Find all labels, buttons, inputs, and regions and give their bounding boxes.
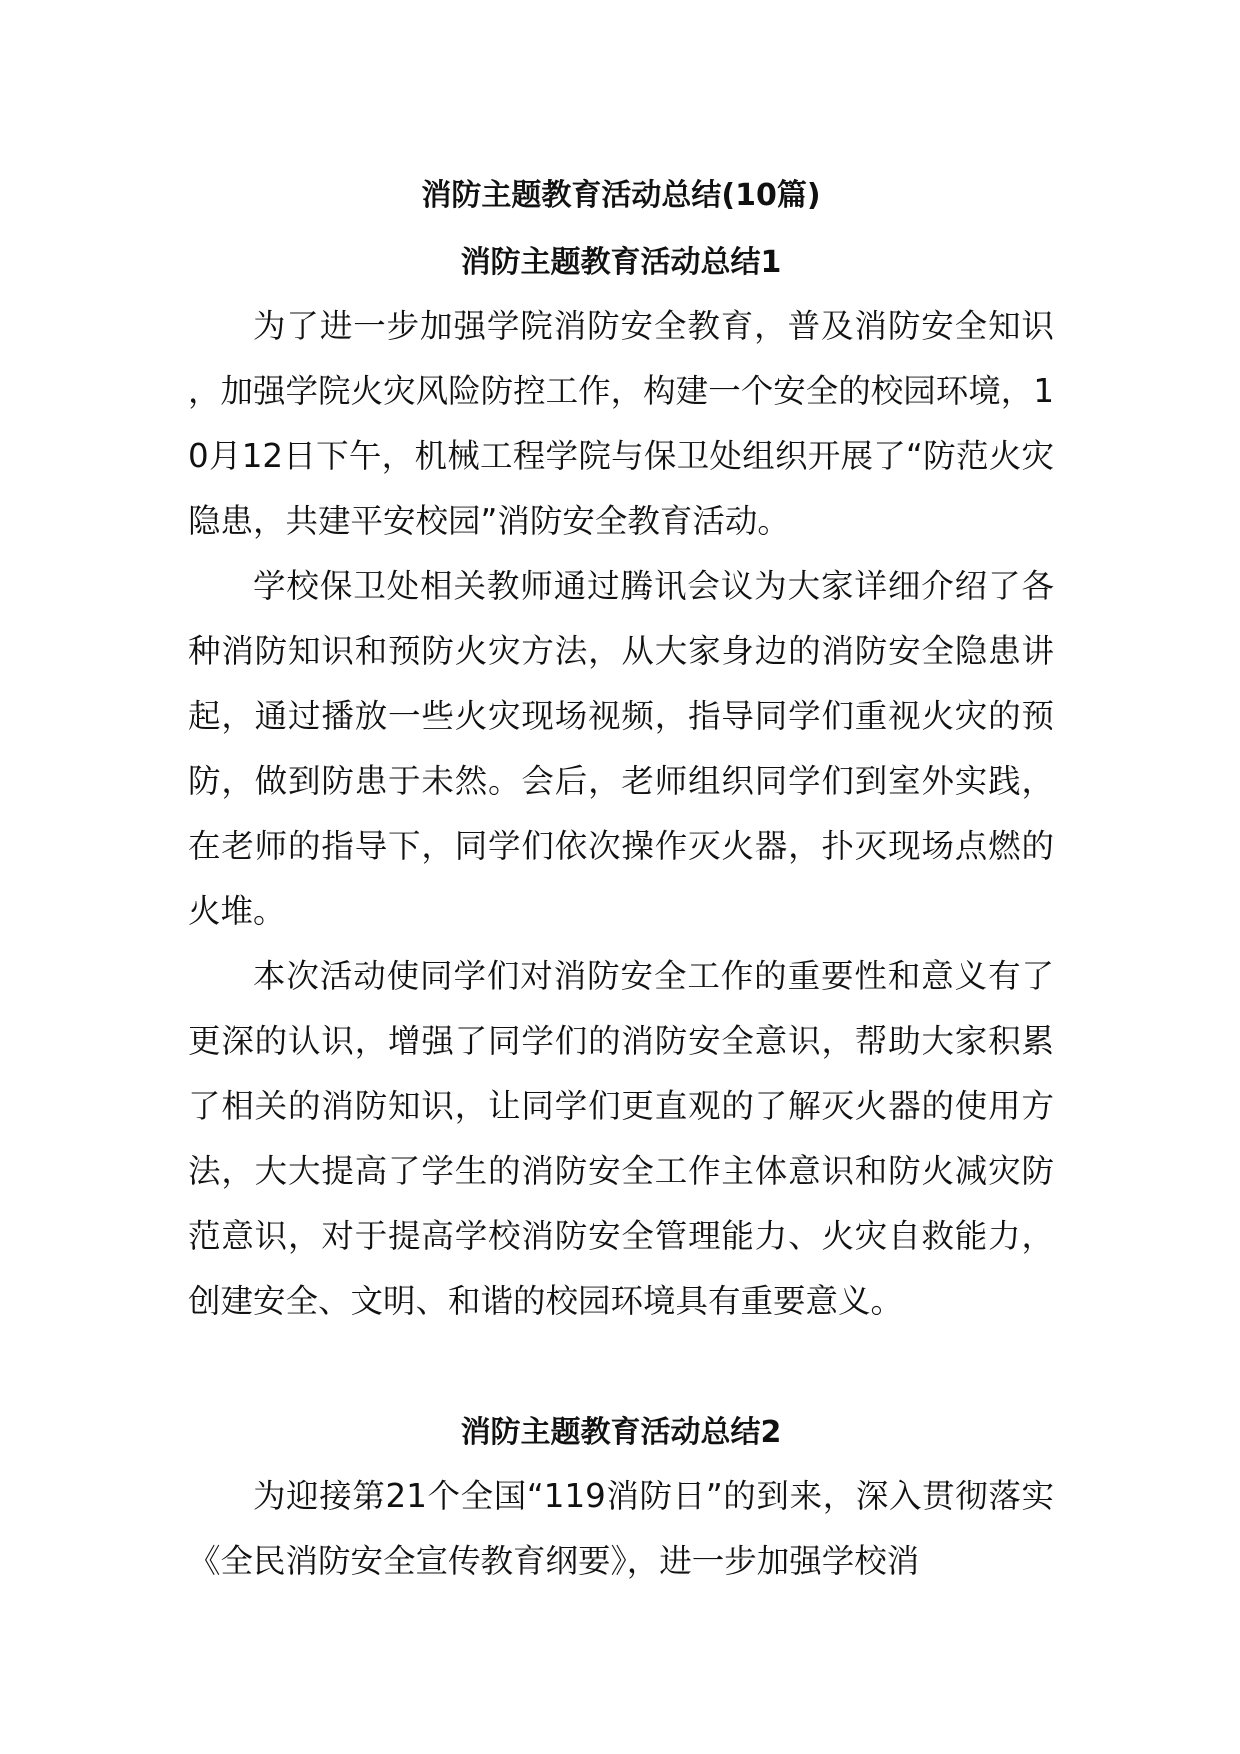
section-heading: 消防主题教育活动总结1 bbox=[460, 245, 782, 280]
paragraph: 为了进一步加强学院消防安全教育，普及消防安全知识，加强学院火灾风险防控工作，构建一个安全的校园环境，10月12日下午，机械工程学院与保卫处组织开展了“防范火灾隐患，共建平安校园”消防安全教育活动。 bbox=[188, 307, 1054, 540]
paragraph: 本次活动使同学们对消防安全工作的重要性和意义有了更深的认识，增强了同学们的消防安全意识，帮助大家积累了相关的消防知识，让同学们更直观的了解灭火器的使用方法，大大提高了学生的消防安全工作主体意识和防火减灾防范意识，对于提高学校消防安全管理能力、火灾自救能力，创建安全、文明、和谐的校园环境具有重要意义。 bbox=[188, 957, 1054, 1320]
paragraph: 为迎接第21个全国“119消防日”的到来，深入贯彻落实《全民消防安全宣传教育纲要》，进一步加强学校消 bbox=[188, 1477, 1054, 1580]
section-heading: 消防主题教育活动总结2 bbox=[460, 1415, 782, 1450]
document-title: 消防主题教育活动总结(10篇) bbox=[421, 178, 821, 213]
paragraph: 学校保卫处相关教师通过腾讯会议为大家详细介绍了各种消防知识和预防火灾方法，从大家身边的消防安全隐患讲起，通过播放一些火灾现场视频，指导同学们重视火灾的预防，做到防患于未然。会后，老师组织同学们到室外实践，在老师的指导下，同学们依次操作灭火器，扑灭现场点燃的火堆。 bbox=[188, 567, 1054, 930]
